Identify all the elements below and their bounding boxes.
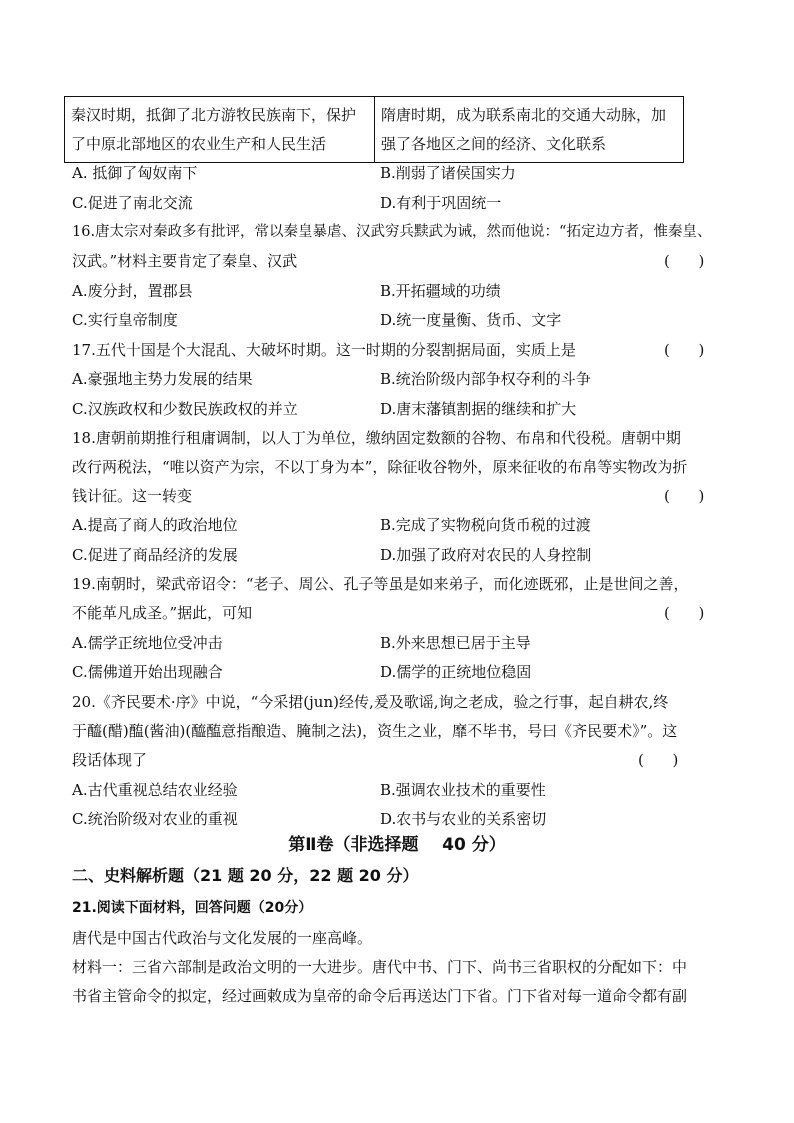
q20-stem-line2: 于醯(醋)醢(酱油)(醯醢意指酿造、腌制之法)，资生之业，靡不毕书，号曰《齐民要术》”。这 bbox=[72, 722, 678, 740]
q19-option-a[interactable]: A.儒学正统地位受冲击 bbox=[72, 634, 223, 652]
q20-option-b[interactable]: B.强调农业技术的重要性 bbox=[380, 781, 546, 799]
material-table-row bbox=[65, 97, 684, 163]
q19-answer-paren: ( ) bbox=[664, 604, 705, 622]
section-2-title: 第Ⅱ卷（非选择题 40 分） bbox=[288, 835, 506, 855]
q19-option-b[interactable]: B.外来思想已居于主导 bbox=[380, 634, 531, 652]
q16-answer-paren: ( ) bbox=[664, 252, 705, 270]
section-2-heading: 二、史料解析题（21 题 20 分，22 题 20 分） bbox=[72, 866, 419, 885]
q18-option-d[interactable]: D.加强了政府对农民的人身控制 bbox=[380, 546, 592, 564]
q17-option-b[interactable]: B.统治阶级内部争权夺利的斗争 bbox=[380, 370, 591, 388]
q16-option-c[interactable]: C.实行皇帝制度 bbox=[72, 311, 178, 329]
table-cell-sui-tang: 隋唐时期，成为联系南北的交通大动脉，加强了各地区之间的经济、文化联系 bbox=[375, 97, 684, 163]
q21-material1-line2: 书省主管命令的拟定，经过画敕成为皇帝的命令后再送达门下省。门下省对每一道命令都有副 bbox=[72, 987, 688, 1005]
q20-option-d[interactable]: D.农书与农业的关系密切 bbox=[380, 810, 547, 828]
q15-option-c[interactable]: C.促进了南北交流 bbox=[72, 194, 193, 212]
q15-option-a[interactable]: A. 抵御了匈奴南下 bbox=[72, 164, 198, 182]
q18-option-b[interactable]: B.完成了实物税向货币税的过渡 bbox=[380, 516, 591, 534]
q20-answer-paren: ( ) bbox=[638, 751, 679, 769]
q21-material1-line1: 材料一：三省六部制是政治文明的一大进步。唐代中书、门下、尚书三省职权的分配如下：中 bbox=[72, 958, 688, 976]
material-table bbox=[64, 96, 684, 163]
q21-intro: 唐代是中国古代政治与文化发展的一座高峰。 bbox=[72, 929, 373, 947]
q17-option-a[interactable]: A.豪强地主势力发展的结果 bbox=[72, 370, 253, 388]
q17-option-d[interactable]: D.唐末藩镇割据的继续和扩大 bbox=[380, 400, 577, 418]
q16-option-b[interactable]: B.开拓疆域的功绩 bbox=[380, 282, 501, 300]
table-cell-qin-han: 秦汉时期，抵御了北方游牧民族南下，保护了中原北部地区的农业生产和人民生活 bbox=[65, 97, 375, 163]
q16-stem-line2: 汉武。”材料主要肯定了秦皇、汉武 bbox=[72, 252, 298, 270]
q20-option-c[interactable]: C.统治阶级对农业的重视 bbox=[72, 810, 238, 828]
q21-title: 21.阅读下面材料，回答问题（20分） bbox=[72, 900, 313, 916]
q20-stem-line1: 20.《齐民要术·序》中说，“今采捃(jun)经传,爰及歌谣,询之老成，验之行事，起自耕农,终 bbox=[72, 693, 669, 711]
q16-option-d[interactable]: D.统一度量衡、货币、文字 bbox=[380, 311, 562, 329]
q19-stem-line1: 19.南朝时，梁武帝诏令：“老子、周公、孔子等虽是如来弟子，而化迹既邪，止是世间之善， bbox=[72, 575, 689, 593]
q18-stem-line2: 改行两税法，“唯以资产为宗，不以丁身为本”，除征收谷物外，原来征收的布帛等实物改为折 bbox=[72, 458, 688, 476]
q18-stem-line1: 18.唐朝前期推行租庸调制，以人丁为单位，缴纳固定数额的谷物、布帛和代役税。唐朝中期 bbox=[72, 429, 681, 447]
q17-stem-line1: 17.五代十国是个大混乱、大破坏时期。这一时期的分裂割据局面，实质上是 bbox=[72, 341, 576, 359]
q18-answer-paren: ( ) bbox=[664, 487, 705, 505]
q18-option-a[interactable]: A.提高了商人的政治地位 bbox=[72, 516, 238, 534]
q15-option-d[interactable]: D.有利于巩固统一 bbox=[380, 194, 502, 212]
q18-option-c[interactable]: C.促进了商品经济的发展 bbox=[72, 546, 238, 564]
q17-option-c[interactable]: C.汉族政权和少数民族政权的并立 bbox=[72, 400, 298, 418]
q19-option-d[interactable]: D.儒学的正统地位稳固 bbox=[380, 663, 532, 681]
q19-stem-line2: 不能革凡成圣。”据此，可知 bbox=[72, 604, 253, 622]
q15-option-b[interactable]: B.削弱了诸侯国实力 bbox=[380, 164, 516, 182]
q18-stem-line3: 钱计征。这一转变 bbox=[72, 487, 193, 505]
q20-stem-line3: 段话体现了 bbox=[72, 751, 148, 769]
q20-option-a[interactable]: A.古代重视总结农业经验 bbox=[72, 781, 238, 799]
q16-option-a[interactable]: A.废分封，置郡县 bbox=[72, 282, 193, 300]
q16-stem-line1: 16.唐太宗对秦政多有批评，常以秦皇暴虐、汉武穷兵黩武为诫，然而他说：“拓定边方者，惟秦皇、 bbox=[72, 224, 712, 240]
q17-answer-paren: ( ) bbox=[664, 341, 705, 359]
q19-option-c[interactable]: C.儒佛道开始出现融合 bbox=[72, 663, 223, 681]
